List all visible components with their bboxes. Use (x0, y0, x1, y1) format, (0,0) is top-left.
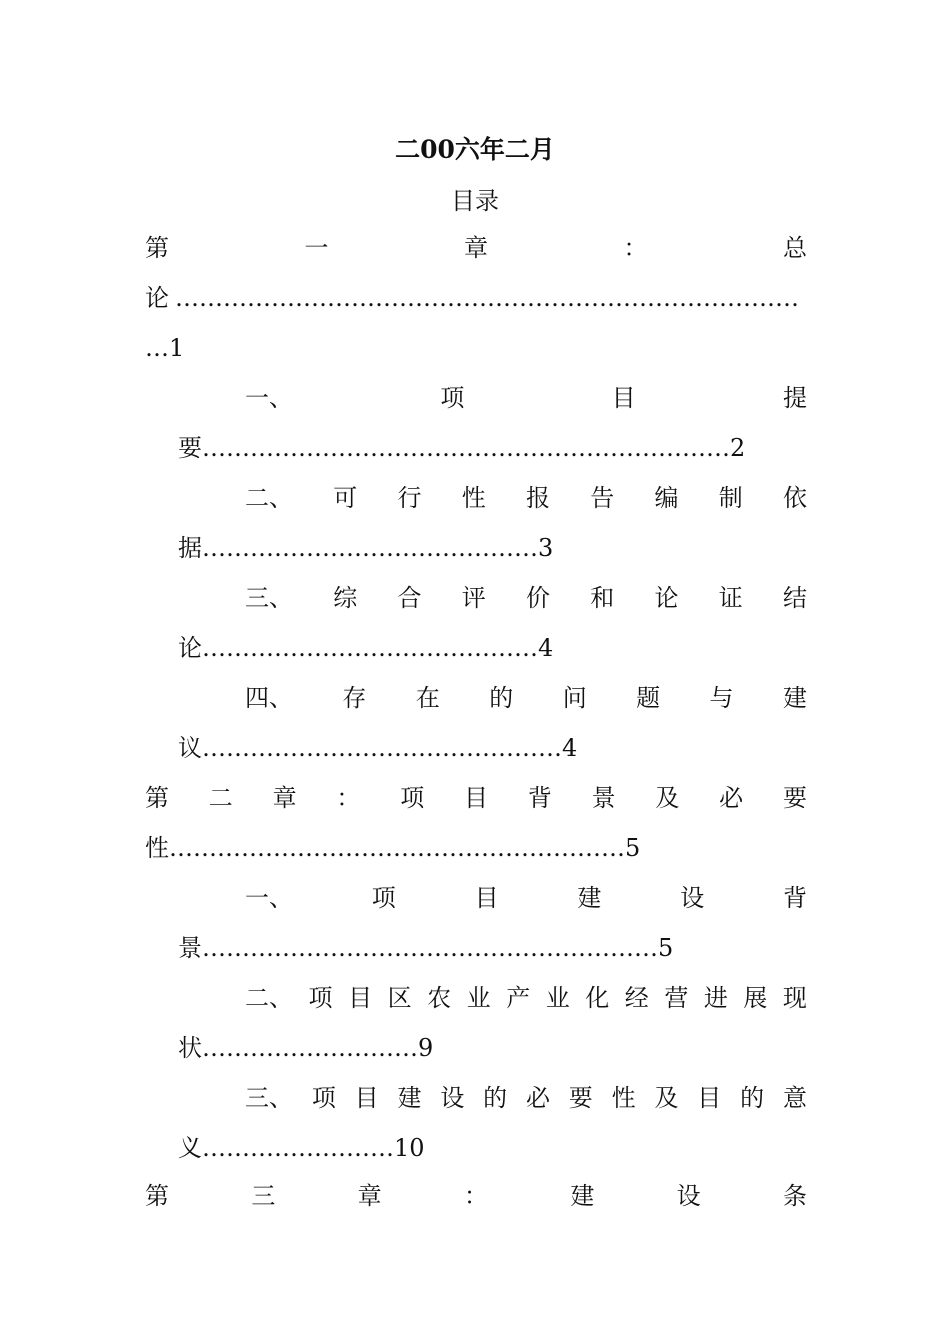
toc-ch2-s1-line1[interactable]: 一、 项 目 建 设 背 (245, 884, 807, 912)
toc-ch1-s4-line2[interactable]: 议………………………………………4 (178, 734, 578, 762)
toc-ch1-s1-line1[interactable]: 一、 项 目 提 (245, 384, 807, 412)
toc-ch1-line1[interactable]: 第 一 章 ： 总 (145, 234, 807, 262)
document-date: 二00六年二月 (395, 135, 555, 164)
toc-title: 目录 (451, 187, 499, 215)
toc-ch2-s1-line2[interactable]: 景…………………………………………………5 (178, 934, 674, 962)
toc-ch1-s1-line2[interactable]: 要…………………………………………………………2 (178, 434, 746, 462)
toc-ch2-line2[interactable]: 性…………………………………………………5 (145, 834, 641, 862)
toc-ch1-s3-line1[interactable]: 三、 综 合 评 价 和 论 证 结 (245, 584, 807, 612)
toc-ch2-s2-line2[interactable]: 状………………………9 (178, 1034, 434, 1062)
toc-ch2-s2-line1[interactable]: 二、 项 目 区 农 业 产 业 化 经 营 进 展 现 (245, 984, 807, 1012)
toc-ch3-line1[interactable]: 第 三 章 ： 建 设 条 (145, 1182, 807, 1210)
toc-ch1-line2[interactable]: 论 …………………………………………………………………… (145, 284, 799, 312)
toc-ch2-s3-line2[interactable]: 义……………………10 (178, 1134, 425, 1162)
toc-ch1-s2-line2[interactable]: 据……………………………………3 (178, 534, 554, 562)
toc-ch1-s3-line2[interactable]: 论……………………………………4 (178, 634, 554, 662)
toc-ch1-s2-line1[interactable]: 二、 可 行 性 报 告 编 制 依 (245, 484, 807, 512)
toc-ch2-line1[interactable]: 第 二 章 ： 项 目 背 景 及 必 要 (145, 784, 807, 812)
toc-ch1-page[interactable]: …1 (145, 334, 185, 362)
toc-ch2-s3-line1[interactable]: 三、 项 目 建 设 的 必 要 性 及 目 的 意 (245, 1084, 807, 1112)
toc-ch1-s4-line1[interactable]: 四、 存 在 的 问 题 与 建 (245, 684, 807, 712)
